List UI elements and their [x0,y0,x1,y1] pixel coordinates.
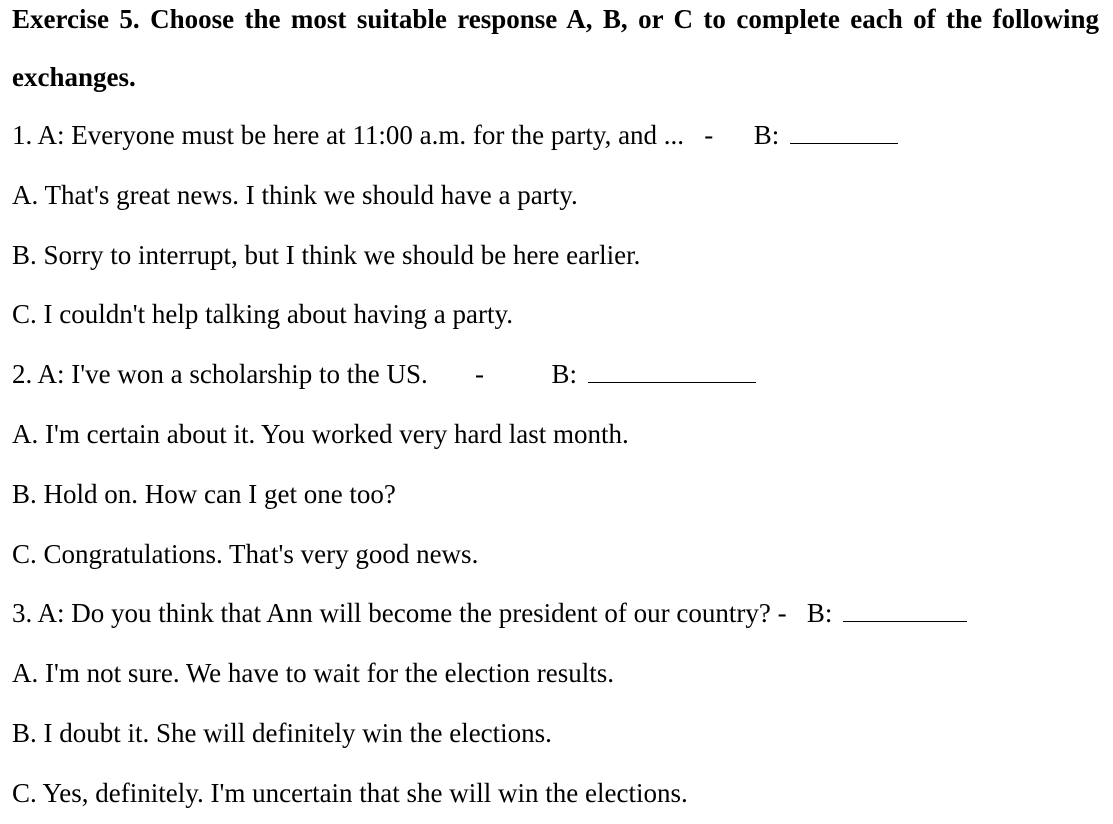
question-1-prompt [12,106,1099,166]
question-1 [12,106,1099,345]
question-1-option-b: B. Sorry to interrupt, but I think we should be here earlier. [12,239,641,270]
question-2-answer-blank [588,360,756,383]
question-3-answer-blank [843,599,967,622]
question-2-option-a: A. I'm certain about it. You worked very hard last month. [12,418,629,449]
question-2-prompt-text: 2. A: I've won a scholarship to the US. - B: [12,359,584,390]
question-1-prompt-text: 1. A: Everyone must be here at 11:00 a.m. for the party, and ... - B: [12,120,787,150]
question-2-prompt [12,345,1099,405]
question-3-option-c: C. Yes, definitely. I'm uncertain that she will win the elections. [12,777,688,808]
question-3-prompt [12,584,1099,644]
question-3-option-b: B. I doubt it. She will definitely win the elections. [12,717,552,748]
exercise-title: Exercise 5. Choose the most suitable response A, B, or C to complete each of the following exchanges. [12,4,1099,92]
question-3-option-a: A. I'm not sure. We have to wait for the election results. [12,658,615,689]
question-2 [12,345,1099,584]
question-1-option-a: A. That's great news. I think we should have a party. [12,179,578,210]
question-2-option-c: C. Congratulations. That's very good news. [12,538,479,569]
question-1-option-c: C. I couldn't help talking about having a party. [12,299,514,330]
question-3 [12,584,1099,823]
question-1-answer-blank [790,121,898,144]
question-3-prompt-text: 3. A: Do you think that Ann will become the president of our country? - B: [12,598,840,629]
question-2-option-b: B. Hold on. How can I get one too? [12,478,396,509]
